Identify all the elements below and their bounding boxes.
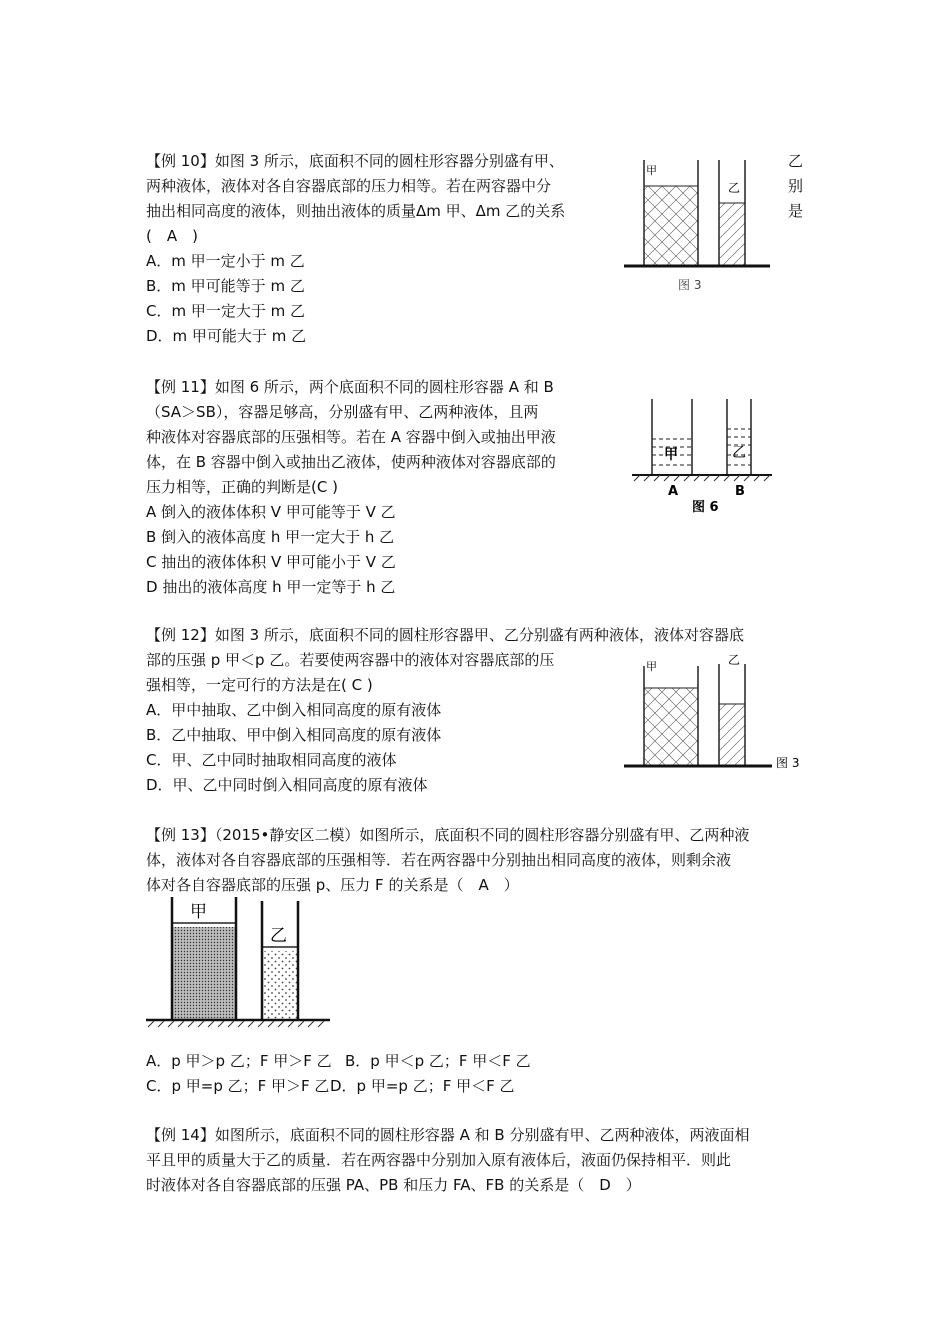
ex13-line-2: 体，液体对各自容器底部的压强相等．若在两容器中分别抽出相同高度的液体，则剩余液 bbox=[146, 851, 732, 869]
label-jia: 甲 bbox=[646, 164, 657, 177]
ex11-option-d: D 抽出的液体高度 h 甲一定等于 h 乙 bbox=[146, 578, 396, 596]
ex10-option-c: C．m 甲一定大于 m 乙 bbox=[146, 302, 306, 320]
liquid-yi bbox=[262, 951, 298, 1020]
ex13-option-a: A．p 甲＞p 乙；F 甲＞F 乙 bbox=[146, 1052, 332, 1070]
ex10-line-1: 【例 10】如图 3 所示，底面积不同的圆柱形容器分别盛有甲、 bbox=[146, 152, 564, 170]
ex12-line-2: 部的压强 p 甲＜p 乙。若要使两容器中的液体对容器底部的压 bbox=[146, 651, 555, 669]
ex12-line-1: 【例 12】如图 3 所示，底面积不同的圆柱形容器甲、乙分别盛有两种液体，液体对容器底 bbox=[146, 626, 744, 644]
ex12-option-d: D．甲、乙中同时倒入相同高度的原有液体 bbox=[146, 776, 428, 794]
ex10-figure bbox=[620, 158, 775, 298]
ex12-figure bbox=[620, 650, 805, 775]
ex13-option-c: C．p 甲=p 乙；F 甲＞F 乙 bbox=[146, 1077, 330, 1095]
liquid-yi bbox=[719, 704, 745, 766]
ex11-option-a: A 倒入的液体体积 V 甲可能等于 V 乙 bbox=[146, 503, 396, 521]
label-a: A bbox=[668, 484, 679, 499]
liquid-jia bbox=[644, 688, 698, 766]
ex13-option-d: D．p 甲=p 乙；F 甲＜F 乙 bbox=[330, 1077, 515, 1095]
ex11-option-b: B 倒入的液体高度 h 甲一定大于 h 乙 bbox=[146, 528, 395, 546]
figure-caption: 图 3 bbox=[776, 756, 800, 770]
ex13-option-b: B．p 甲＜p 乙；F 甲＜F 乙 bbox=[345, 1052, 531, 1070]
ex12-option-b: B．乙中抽取、甲中倒入相同高度的原有液体 bbox=[146, 726, 442, 744]
ex11-line-2: （SA＞SB），容器足够高，分别盛有甲、乙两种液体，且两 bbox=[146, 403, 539, 421]
ex11-option-c: C 抽出的液体体积 V 甲可能小于 V 乙 bbox=[146, 553, 396, 571]
ex14-line-3: 时液体对各自容器底部的压强 PA、PB 和压力 FA、FB 的关系是（ D ） bbox=[146, 1176, 641, 1194]
ex10-side-2: 别 bbox=[788, 177, 804, 195]
ex13-figure bbox=[144, 893, 334, 1033]
ex10-option-d: D．m 甲可能大于 m 乙 bbox=[146, 327, 307, 345]
ex10-option-b: B．m 甲可能等于 m 乙 bbox=[146, 277, 305, 295]
label-jia: 甲 bbox=[190, 902, 207, 922]
ex10-option-a: A．m 甲一定小于 m 乙 bbox=[146, 252, 305, 270]
ex10-side-3: 是 bbox=[788, 202, 804, 220]
ex14-line-2: 平且甲的质量大于乙的质量．若在两容器中分别加入原有液体后，液面仍保持相平．则此 bbox=[146, 1151, 732, 1169]
label-yi: 乙 bbox=[728, 181, 741, 195]
ex12-option-a: A．甲中抽取、乙中倒入相同高度的原有液体 bbox=[146, 701, 442, 719]
liquid-jia bbox=[644, 186, 698, 266]
ex11-line-1: 【例 11】如图 6 所示，两个底面积不同的圆柱形容器 A 和 B bbox=[146, 378, 554, 396]
ex10-line-3: 抽出相同高度的液体，则抽出液体的质量Δm 甲、Δm 乙的关系 bbox=[146, 202, 566, 220]
label-yi: 乙 bbox=[728, 653, 741, 667]
ex11-figure bbox=[630, 395, 775, 515]
ex12-option-c: C．甲、乙中同时抽取相同高度的液体 bbox=[146, 751, 397, 769]
label-yi: 乙 bbox=[270, 926, 287, 946]
ex14-line-1: 【例 14】如图所示，底面积不同的圆柱形容器 A 和 B 分别盛有甲、乙两种液体，两液面相 bbox=[146, 1126, 750, 1144]
label-jia: 甲 bbox=[664, 447, 678, 463]
liquid-jia bbox=[172, 927, 236, 1020]
ex10-line-4: ( A ) bbox=[146, 227, 198, 245]
ex11-line-4: 体，在 B 容器中倒入或抽出乙液体，使两种液体对容器底部的 bbox=[146, 453, 556, 471]
ex13-line-3: 体对各自容器底部的压强 p、压力 F 的关系是（ A ） bbox=[146, 876, 519, 894]
ex11-line-5: 压力相等，正确的判断是(C ) bbox=[146, 478, 338, 496]
label-yi: 乙 bbox=[732, 445, 746, 461]
ex10-side-1: 乙 bbox=[788, 152, 804, 170]
figure-caption: 图 3 bbox=[678, 278, 702, 292]
figure-caption: 图 6 bbox=[692, 500, 719, 515]
ex13-line-1: 【例 13】（2015•静安区二模）如图所示，底面积不同的圆柱形容器分别盛有甲、乙两种液 bbox=[146, 826, 750, 844]
label-b: B bbox=[735, 484, 745, 499]
ex11-line-3: 种液体对容器底部的压强相等。若在 A 容器中倒入或抽出甲液 bbox=[146, 428, 556, 446]
ex10-line-2: 两种液体，液体对各自容器底部的压力相等。若在两容器中分 bbox=[146, 177, 552, 195]
label-jia: 甲 bbox=[646, 660, 657, 673]
ex12-line-3: 强相等，一定可行的方法是在( C ) bbox=[146, 676, 373, 694]
liquid-yi bbox=[719, 203, 745, 266]
